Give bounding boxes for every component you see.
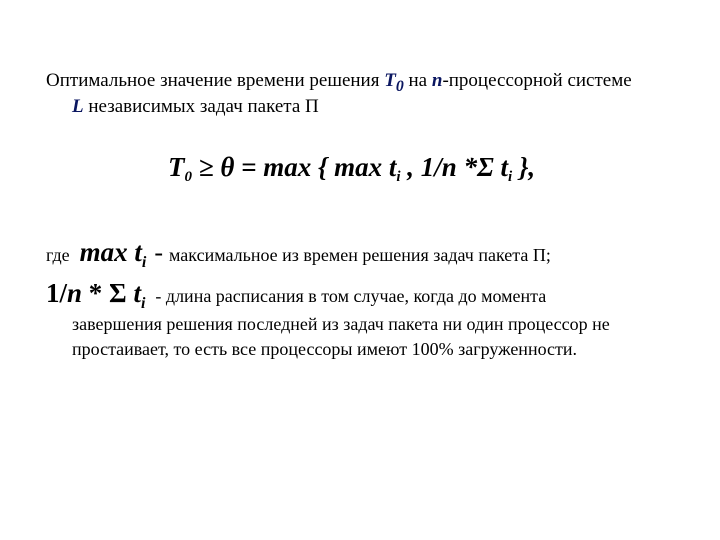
- intro-text-mid: на: [403, 70, 432, 91]
- definition-max-ti: [46, 237, 551, 272]
- intro-text-start: Оптимальное значение времени решения: [46, 70, 385, 91]
- n-symbol: n: [431, 70, 443, 91]
- intro-line-1: [46, 70, 632, 96]
- intro-line-2: [72, 96, 319, 118]
- sum-term: 1/n * Σ $t_i$: [46, 278, 146, 312]
- definition-1-text: максимальное из времен решения задач пакета П;: [169, 245, 551, 265]
- definition-sum: [46, 278, 546, 313]
- l-symbol: L: [72, 96, 84, 117]
- max-ti-term: $\max t_i$: [79, 237, 147, 271]
- definition-2-continuation-1: завершения решения последней из задач пакета ни один процессор не: [72, 314, 610, 334]
- definition-2-text: - длина расписания в том случае, когда до момента: [155, 286, 547, 306]
- where-label: где: [46, 245, 70, 265]
- intro-text-line2: независимых задач пакета П: [83, 96, 319, 117]
- t0-symbol: $T_0$: [384, 70, 404, 95]
- definition-dash: -: [154, 238, 164, 267]
- definition-2-continuation-2: простаивает, то есть все процессоры имеют 100% загруженности.: [72, 339, 578, 359]
- main-formula: $T_0 \ge \theta = \max$ { $\max t_i$ , 1/n *Σ $t_i$ },: [168, 152, 536, 185]
- intro-text-end: -процессорной системе: [442, 70, 632, 91]
